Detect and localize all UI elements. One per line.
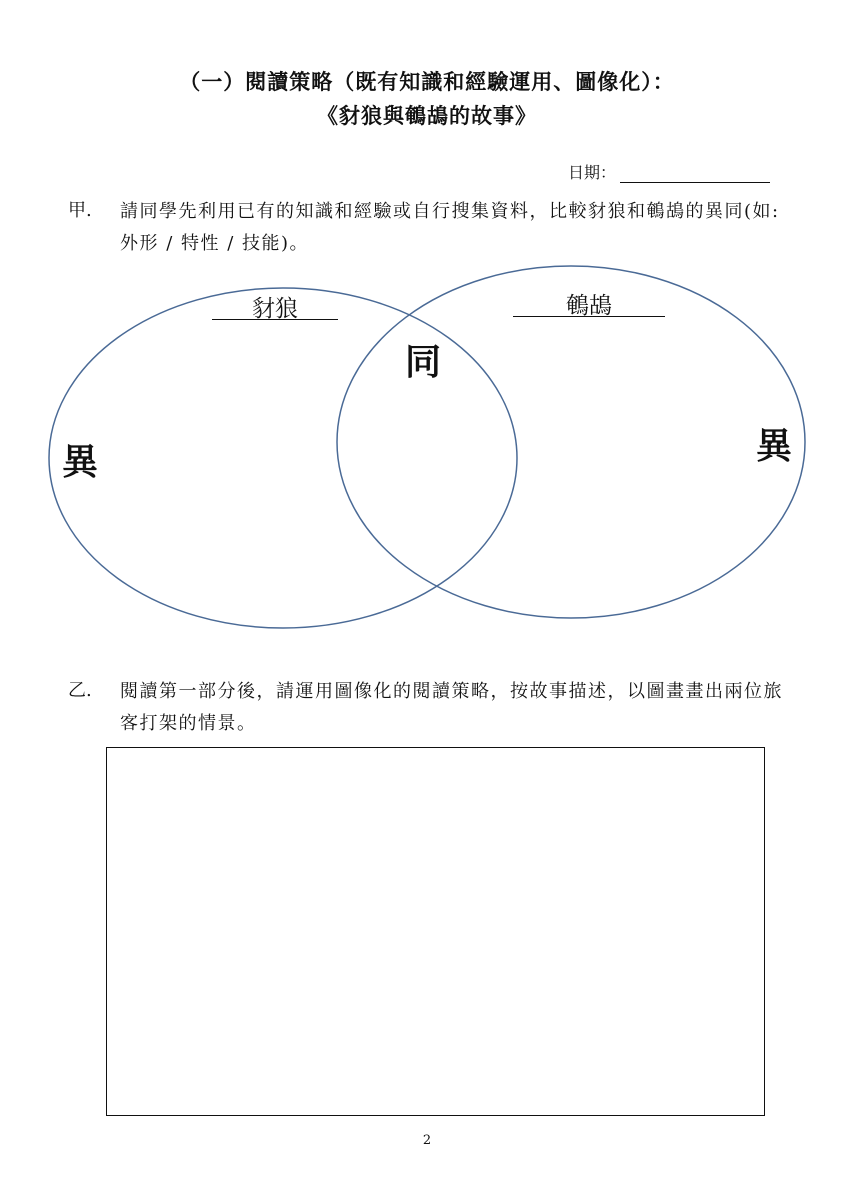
worksheet-title: （一）閱讀策略（既有知識和經驗運用、圖像化）： (179, 69, 675, 94)
venn-right-label-underline (513, 316, 665, 317)
venn-left-label: 豺狼 (252, 296, 298, 322)
question-2-marker: 乙. (68, 680, 92, 701)
venn-right-label: 鵪鴣 (566, 293, 612, 319)
story-title: 《豺狼與鵪鴣的故事》 (317, 103, 537, 128)
page-number: 2 (422, 1133, 432, 1148)
venn-right-char: 異 (756, 426, 793, 467)
question-1-marker: 甲. (68, 200, 92, 221)
venn-left-circle (49, 288, 517, 628)
venn-left-label-underline (212, 319, 338, 320)
question-1-text: 請同學先利用已有的知識和經驗或自行搜集資料，比較豺狼和鵪鴣的異同(如:外形 / 特性 / 技能)。 (120, 201, 780, 254)
date-label: 日期： (568, 163, 617, 182)
venn-center-char: 同 (405, 342, 442, 383)
drawing-area-box[interactable] (106, 747, 765, 1116)
venn-left-char: 異 (62, 442, 99, 483)
question-2-text: 閱讀第一部分後，請運用圖像化的閱讀策略，按故事描述，以圖畫畫出兩位旅客打架的情景。 (120, 681, 783, 734)
